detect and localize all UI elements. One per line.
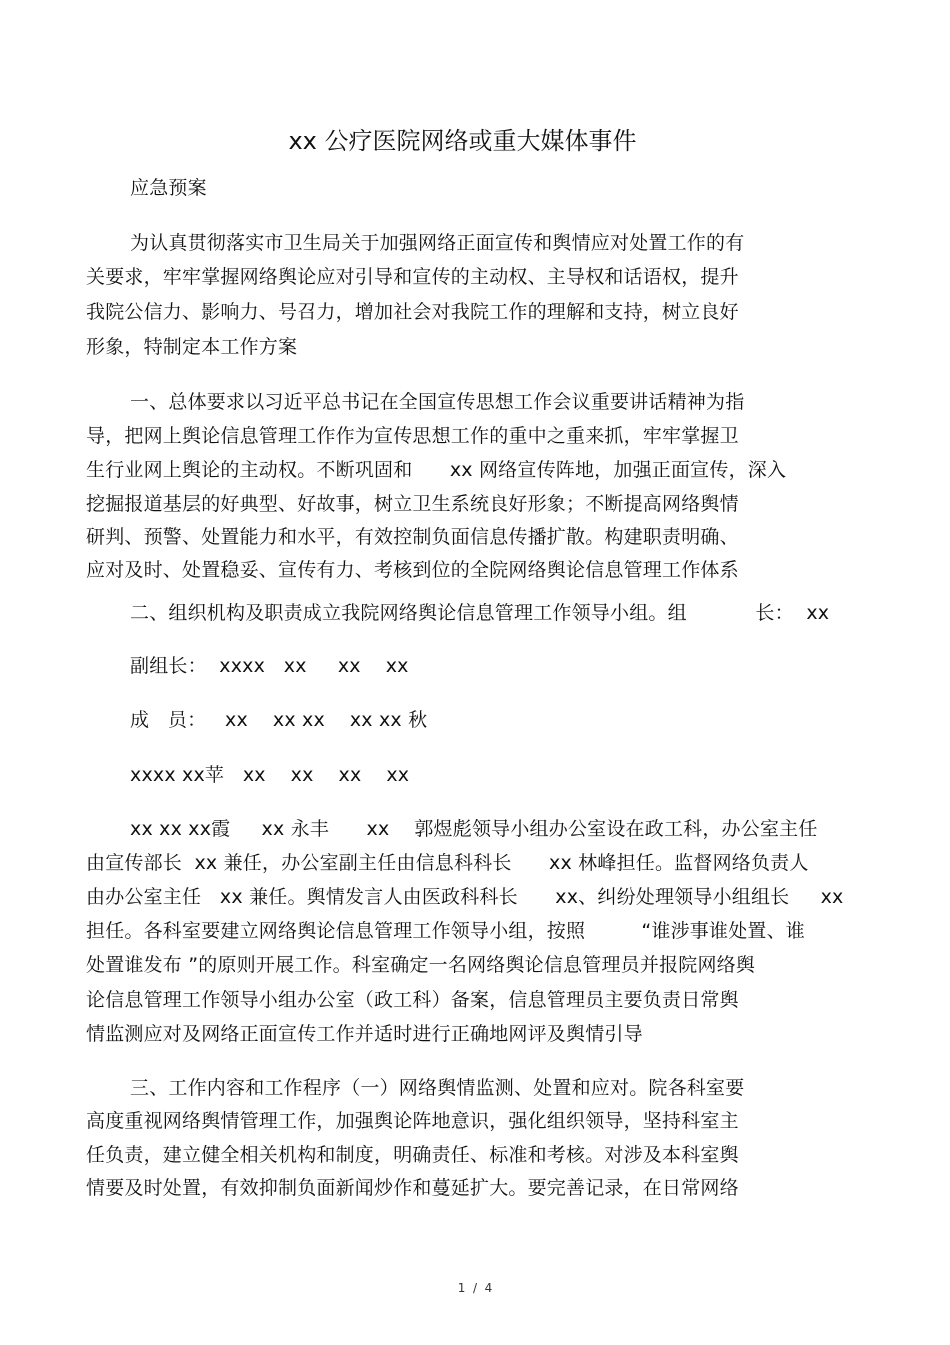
section1-line: 一、总体要求以习近平总书记在全国宣传思想工作会议重要讲话精神为指 — [130, 391, 745, 413]
section3-line: 情要及时处置，有效抑制负面新闻炒作和蔓延扩大。要完善记录，在日常网络 — [86, 1177, 739, 1199]
document-title: xx 公疗医院网络或重大媒体事件 — [288, 127, 637, 155]
deputy-leaders-line: 副组长： xxxx xx xx xx — [130, 655, 409, 677]
intro-line: 关要求，牢牢掌握网络舆论应对引导和宣传的主动权、主导权和话语权，提升 — [86, 266, 739, 288]
members-line-2: xxxx xx苹 xx xx xx xx — [130, 764, 410, 786]
intro-line: 我院公信力、影响力、号召力，增加社会对我院工作的理解和支持，树立良好 — [86, 301, 739, 323]
section2-line: 论信息管理工作领导小组办公室（政工科）备案，信息管理员主要负责日常舆 — [86, 989, 739, 1011]
section2-line: 处置谁发布 ”的原则开展工作。科室确定一名网络舆论信息管理员并报院网络舆 — [86, 954, 756, 976]
intro-line: 形象，特制定本工作方案 — [86, 336, 298, 358]
document-subtitle: 应急预案 — [130, 177, 207, 199]
section1-line: 应对及时、处置稳妥、宣传有力、考核到位的全院网络舆论信息管理工作体系 — [86, 559, 739, 581]
section2-line: 由宣传部长 xx 兼任，办公室副主任由信息科科长 xx 林峰担任。监督网络负责人 — [86, 852, 809, 874]
section1-line: 挖掘报道基层的好典型、好故事，树立卫生系统良好形象；不断提高网络舆情 — [86, 493, 739, 515]
page-number: 1 / 4 — [457, 1281, 493, 1295]
members-line: 成 员： xx xx xx xx xx 秋 — [130, 709, 428, 731]
section3-line: 高度重视网络舆情管理工作，加强舆论阵地意识，强化组织领导，坚持科室主 — [86, 1110, 739, 1132]
section2-line: 情监测应对及网络正面宣传工作并适时进行正确地网评及舆情引导 — [86, 1023, 643, 1045]
section2-line: 由办公室主任 xx 兼任。舆情发言人由医政科科长 xx、纠纷处理领导小组组长 xx — [86, 886, 844, 908]
section3-line: 任负责，建立健全相关机构和制度，明确责任、标准和考核。对涉及本科室舆 — [86, 1144, 739, 1166]
section1-line: 生行业网上舆论的主动权。不断巩固和 xx 网络宣传阵地，加强正面宣传，深入 — [86, 459, 787, 481]
section2-line: xx xx xx霞 xx 永丰 xx 郭煜彪领导小组办公室设在政工科，办公室主任 — [130, 818, 818, 840]
section2-line: 担任。各科室要建立网络舆论信息管理工作领导小组，按照 “谁涉事谁处置、谁 — [86, 920, 806, 942]
section1-line: 导，把网上舆论信息管理工作作为宣传思想工作的重中之重来抓，牢牢掌握卫 — [86, 425, 739, 447]
section3-line: 三、工作内容和工作程序（一）网络舆情监测、处置和应对。院各科室要 — [130, 1077, 745, 1099]
intro-line: 为认真贯彻落实市卫生局关于加强网络正面宣传和舆情应对处置工作的有 — [130, 232, 745, 254]
section1-line: 研判、预警、处置能力和水平，有效控制负面信息传播扩散。构建职责明确、 — [86, 526, 739, 548]
section2-heading: 二、组织机构及职责成立我院网络舆论信息管理工作领导小组。组 长： xx — [130, 602, 830, 624]
